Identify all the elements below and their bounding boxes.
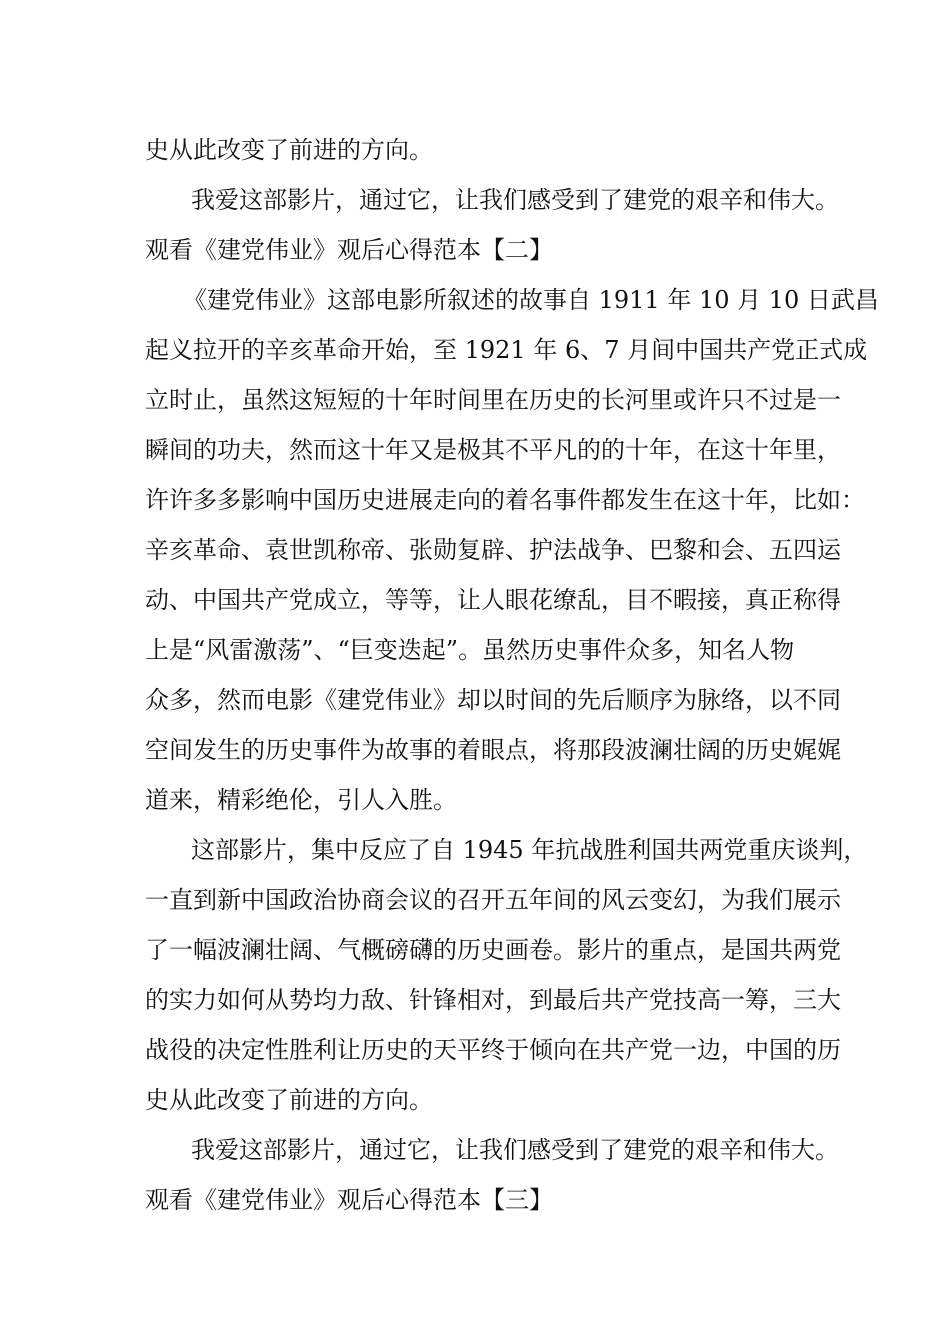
text-line: 史从此改变了前进的方向。 — [145, 1086, 433, 1114]
text-line: 众多，然而电影《建党伟业》却以时间的先后顺序为脉络，以不同 — [145, 686, 841, 714]
text-line: 道来，精彩绝伦，引人入胜。 — [145, 786, 457, 814]
text-line: 上是“风雷激荡”、“巨变迭起”。虽然历史事件众多，知名人物 — [145, 636, 795, 664]
text-line: 起义拉开的辛亥革命开始，至 1921 年 6、7 月间中国共产党正式成 — [145, 336, 868, 364]
text-line: 空间发生的历史事件为故事的着眼点，将那段波澜壮阔的历史娓娓 — [145, 736, 841, 764]
text-line: 这部影片，集中反应了自 1945 年抗战胜利国共两党重庆谈判， — [191, 836, 868, 864]
section-heading: 观看《建党伟业》观后心得范本【二】 — [145, 236, 553, 264]
text-line: 我爱这部影片，通过它，让我们感受到了建党的艰辛和伟大。 — [191, 1136, 839, 1164]
text-line: 许许多多影响中国历史进展走向的着名事件都发生在这十年，比如： — [145, 486, 865, 514]
text-line: 史从此改变了前进的方向。 — [145, 136, 433, 164]
text-line: 了一幅波澜壮阔、气概磅礴的历史画卷。影片的重点，是国共两党 — [145, 936, 841, 964]
text-line: 瞬间的功夫，然而这十年又是极其不平凡的的十年，在这十年里， — [145, 436, 841, 464]
text-line: 我爱这部影片，通过它，让我们感受到了建党的艰辛和伟大。 — [191, 186, 839, 214]
text-line: 《建党伟业》这部电影所叙述的故事自 1911 年 10 月 10 日武昌 — [183, 286, 879, 314]
text-line: 战役的决定性胜利让历史的天平终于倾向在共产党一边，中国的历 — [145, 1036, 841, 1064]
section-heading: 观看《建党伟业》观后心得范本【三】 — [145, 1186, 553, 1214]
text-line: 一直到新中国政治协商会议的召开五年间的风云变幻，为我们展示 — [145, 886, 841, 914]
text-line: 辛亥革命、袁世凯称帝、张勋复辟、护法战争、巴黎和会、五四运 — [145, 536, 841, 564]
text-line: 的实力如何从势均力敌、针锋相对，到最后共产党技高一筹，三大 — [145, 986, 841, 1014]
text-line: 立时止，虽然这短短的十年时间里在历史的长河里或许只不过是一 — [145, 386, 841, 414]
text-line: 动、中国共产党成立，等等，让人眼花缭乱，目不暇接，真正称得 — [145, 586, 841, 614]
